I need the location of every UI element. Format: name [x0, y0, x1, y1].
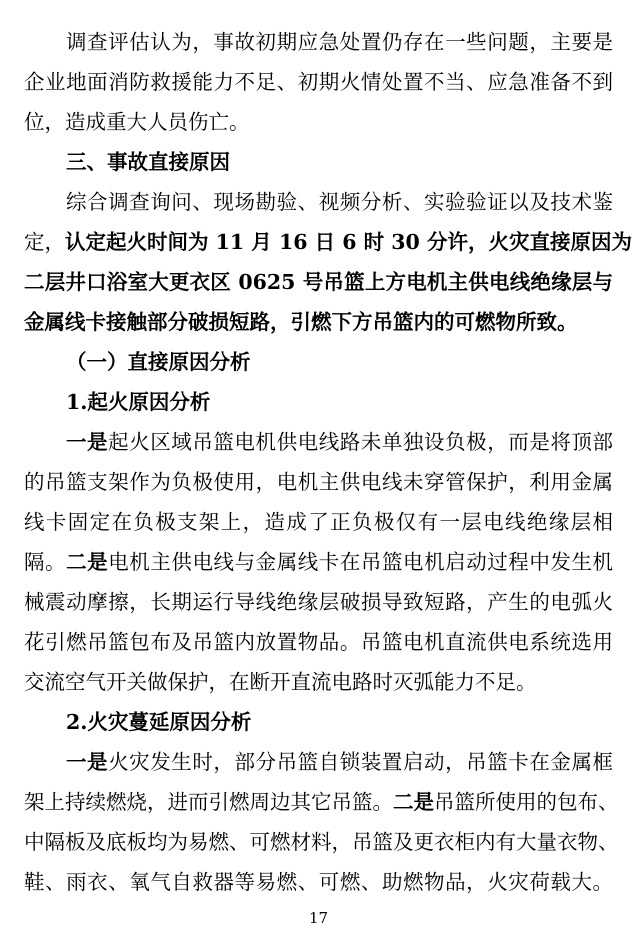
text-run: 起火区域吊篮电机供电线路未单独设负极，而是将顶部	[108, 430, 614, 454]
text-run: 定，	[24, 230, 65, 254]
bold-text-run: 二是	[393, 790, 434, 814]
bold-text-run: 一是	[66, 430, 109, 454]
text-run: 火灾发生时，部分吊篮自锁装置启动，吊篮卡在金属框	[108, 750, 614, 774]
subsection-heading: （一）直接原因分析	[66, 350, 251, 374]
item-heading: 1.起火原因分析	[66, 390, 211, 414]
paragraph-line: 调查评估认为，事故初期应急处置仍存在一些问题，主要是	[66, 30, 613, 54]
text-run: 架上持续燃烧，进而引燃周边其它吊篮。	[24, 790, 393, 814]
paragraph-line: 花引燃吊篮包布及吊篮内放置物品。吊篮电机直流供电系统选用	[24, 630, 613, 654]
paragraph-line: 鞋、雨衣、氧气自救器等易燃、可燃、助燃物品，火灾荷载大。	[24, 870, 613, 894]
paragraph-line: 位，造成重大人员伤亡。	[24, 110, 250, 134]
item-heading: 2.火灾蔓延原因分析	[66, 710, 252, 734]
paragraph-line: 企业地面消防救援能力不足、初期火情处置不当、应急准备不到	[24, 70, 613, 94]
page-number: 17	[308, 909, 329, 927]
paragraph-line: 综合调查询问、现场勘验、视频分析、实验验证以及技术鉴	[66, 190, 613, 214]
bold-text-run: 一是	[66, 750, 109, 774]
paragraph-line: 械震动摩擦，长期运行导线绝缘层破损导致短路，产生的电弧火	[24, 590, 613, 614]
paragraph-line	[24, 788, 619, 816]
paragraph-line	[24, 548, 613, 576]
bold-text-run: 二是	[66, 550, 109, 574]
paragraph-line	[24, 748, 613, 776]
paragraph-line: 的吊篮支架作为负极使用，电机主供电线未穿管保护，利用金属	[24, 470, 613, 494]
paragraph-line: 线卡固定在负极支架上，造成了正负极仅有一层电线绝缘层相	[24, 510, 613, 534]
paragraph-line: 金属线卡接触部分破损短路，引燃下方吊篮内的可燃物所致。	[24, 310, 578, 334]
section-heading: 三、事故直接原因	[66, 150, 230, 174]
paragraph-line: 二层井口浴室大更衣区 0625 号吊篮上方电机主供电线绝缘层与	[24, 270, 613, 294]
text-run: 吊篮所使用的包布、	[434, 790, 619, 814]
paragraph-line	[24, 228, 632, 256]
paragraph-line: 中隔板及底板均为易燃、可燃材料，吊篮及更衣柜内有大量衣物、	[24, 830, 619, 854]
bold-text-run: 认定起火时间为 11 月 16 日 6 时 30 分许，火灾直接原因为	[65, 230, 632, 254]
paragraph-line: 交流空气开关做保护，在断开直流电路时灭弧能力不足。	[24, 670, 537, 694]
text-run: 隔。	[24, 550, 67, 574]
paragraph-line	[24, 428, 613, 456]
text-run: 电机主供电线与金属线卡在吊篮电机启动过程中发生机	[108, 550, 614, 574]
